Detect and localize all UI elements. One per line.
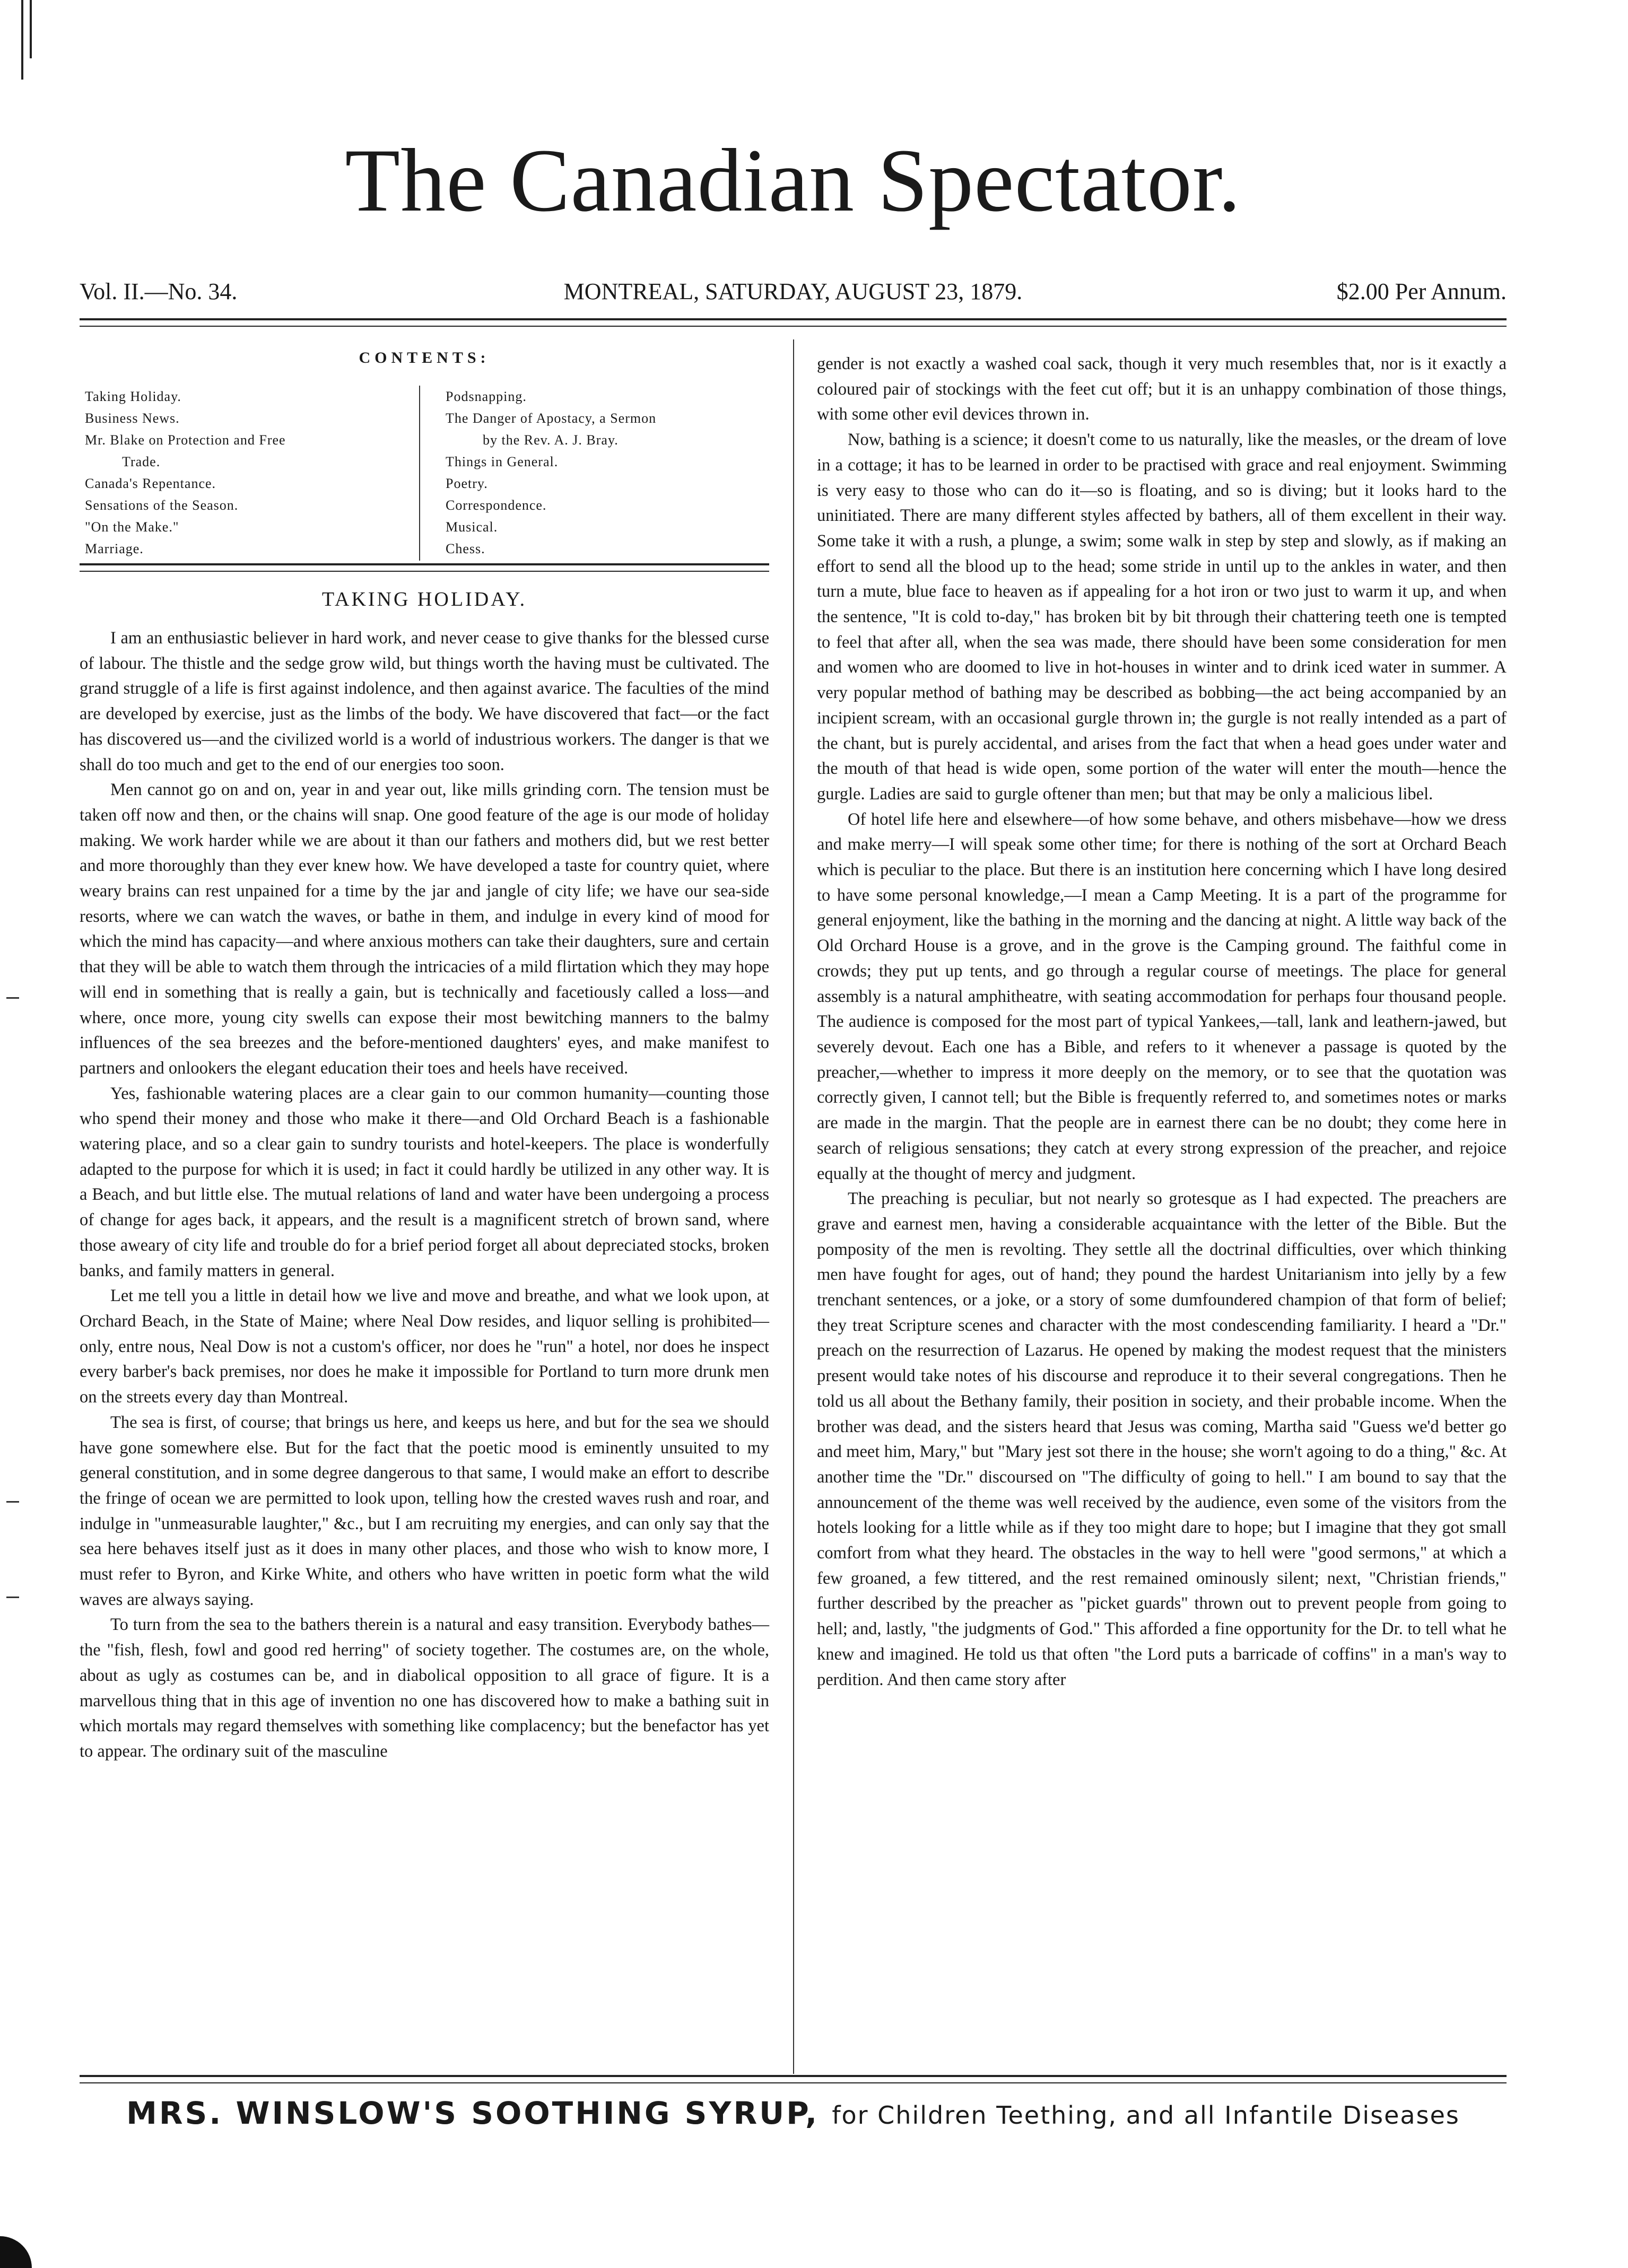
contents-list-right (446, 386, 774, 560)
contents-item: Marriage. (85, 541, 144, 556)
subscription-price: $2.00 Per Annum. (1336, 278, 1507, 304)
footer-rule (80, 2082, 1507, 2083)
contents-list-left (85, 386, 456, 560)
contents-item: The Danger of Apostacy, a Sermon (446, 411, 657, 426)
footer-rule (80, 2075, 1507, 2077)
advertisement-brand: MRS. WINSLOW'S SOOTHING SYRUP, (126, 2095, 820, 2131)
contents-item: Taking Holiday. (85, 389, 181, 404)
article-paragraph: The preaching is peculiar, but not nearly so grotesque as I had expected. The preachers are grave and earnest men, having a considerable acquaintance with the letter of the Bible. But the pomposity of the men is revolting. They settle all the doctrinal difficulties, over which thinking men have fought for ages, out of hand; they pound the hardest Unitarianism into jelly by a few trenchant sentences, or a joke, or a story of some dumfoundered champion of that form of belief; they treat Scripture scenes and character with the most condescending familiarity. I heard a "Dr." preach on the resurrection of Lazarus. He opened by making the modest request that the ministers present would take notes of his discourse and reproduce it to their several congregations. Then he told us all about the Bethany family, their position in society, and their probable income. When the brother was dead, and the sisters heard that Jesus was coming, Martha said "Guess we'd better go and meet him, Mary," but "Mary jest sot there in the house; she worn't agoing to do a thing," &c. At another time the "Dr." discoursed on "The difficulty of going to hell." I am bound to say that the announcement of the theme was well received by the audience, even some of the visitors from the hotels looking for a little while as if they too might dare to hope; but I imagine that they got small comfort from what they heard. The obstacles in the way to hell were "good sermons," at which a few groaned, a few tittered, and the rest remained ominously silent; next, "Christian friends," further described by the preacher as "picket guards" thrown out to prevent people from going to hell; and, lastly, "the judgments of God." This afforded a fine opportunity for the Dr. to tell what he knew and imagined. He told us that often "the Lord puts a barricade of coffins" in a man's way to perdition. And then came story after (817, 1189, 1507, 1689)
edge-tick (6, 997, 19, 999)
header-rule (80, 326, 1507, 327)
contents-item: Canada's Repentance. (85, 476, 216, 491)
contents-item: Correspondence. (446, 498, 547, 513)
contents-box (80, 339, 769, 566)
contents-item: "On the Make." (85, 519, 179, 535)
binding-mark (21, 0, 23, 80)
contents-item: Podsnapping. (446, 389, 527, 404)
binding-mark (30, 0, 32, 58)
contents-heading: CONTENTS: (359, 349, 490, 367)
contents-item: Sensations of the Season. (85, 498, 239, 513)
issue-date: MONTREAL, SATURDAY, AUGUST 23, 1879. (563, 278, 1023, 304)
contents-separator (419, 386, 420, 561)
dateline (80, 276, 1507, 308)
article-paragraph: Yes, fashionable watering places are a clear gain to our common humanity—counting those who spend their money and those who make it there—and Old Orchard Beach is a fashionable watering place, and so a clear gain to sundry tourists and hotel-keepers. The place is wonderfully adapted to the purpose for which it is used; in fact it could hardly be utilized in any other way. It is a Beach, and but little else. The mutual relations of land and water have been undergoing a process of change for ages back, it appears, and the result is a magnificent stretch of brown sand, where those aweary of city life and trouble do for a brief period forget all about depreciated stocks, broken banks, and family matters in general. (80, 1084, 769, 1280)
volume-number: Vol. II.—No. 34. (80, 278, 238, 304)
article-paragraph: To turn from the sea to the bathers therein is a natural and easy transition. Everybody bathes—the "fish, flesh, fowl and good red herring" of society together. The costumes are, on the whole, about as ugly as costumes can be, and in diabolical opposition to all grace of figure. It is a marvellous thing that in this age of invention no one has discovered how to make a bathing suit in which mortals may regard themselves with something like complacency; but the benefactor has yet to appear. The ordinary suit of the masculine (80, 1615, 769, 1761)
contents-item: Chess. (446, 541, 485, 556)
advertisement-tagline: for Children Teething, and all Infantile Diseases (832, 2101, 1460, 2130)
contents-columns (80, 386, 769, 566)
edge-tick (6, 1597, 19, 1598)
newspaper-page (80, 0, 1507, 2268)
article-paragraph: gender is not exactly a washed coal sack, though it very much resembles that, nor is it exactly a coloured pair of stockings with the feet cut off; but it is an unhappy combination of those things, with some other evil devices thrown in. (817, 354, 1507, 424)
article-paragraph: Of hotel life here and elsewhere—of how some behave, and others misbehave—how we dress and make merry—I will speak some other time; for there is nothing of the sort at Orchard Beach which is peculiar to the place. But there is an institution here concerning which I have long desired to have some personal knowledge,—I mean a Camp Meeting. It is a part of the programme for general enjoyment, like the bathing in the morning and the dancing at night. A little way back of the Old Orchard House is a grove, and in the grove is the Camping ground. The faithful come in crowds; they put up tents, and go through a regular course of meetings. The place for general assembly is a natural amphitheatre, with seating accommodation for perhaps four thousand people. The audience is composed for the most part of typical Yankees,—tall, lank and leathern-jawed, but severely devout. Each one has a Bible, and refers to it whenever a passage is quoted by the preacher,—whether to impress it more deeply on the memory, or to see that the quotation was correctly given, I cannot tell; but the Bible is frequently referred to, and sometimes notes or marks are made in the margin. That the people are in earnest there can be no doubt; they come here in search of religious sensations; they catch at every strong expression of the preacher, and rejoice equally at the thought of mercy and judgment. (817, 809, 1507, 1183)
contents-rule (80, 571, 769, 572)
contents-item: by the Rev. A. J. Bray. (483, 432, 619, 448)
article-column-right (817, 352, 1507, 1693)
contents-item: Things in General. (446, 454, 559, 469)
contents-item: Mr. Blake on Protection and Free (85, 432, 286, 448)
article-paragraph: Now, bathing is a science; it doesn't come to us naturally, like the measles, or the dream of love in a cottage; it has to be learned in order to be practised with grace and real enjoyment. Swimming is very easy to those who can do it—so is floating, and so is diving; but it looks hard to the uninitiated. There are many different styles affected by bathers, all of them excellent in their way. Some take it with a rush, a plunge, a swim; some walk in step by step and slowly, as if making an effort to send all the blood up to the head; some stride in until up to the ankles in water, and then turn a mute, blue face to heaven as if appealing for a hot iron or two just to warm it up, and when the sentence, "It is cold to-day," has broken bit by bit through their chattering teeth one is tempted to feel that after all, when the sea was made, there should have been some consideration for men and women who are doomed to live in hot-houses in winter and to drink iced water in summer. A very popular method of bathing may be described as bobbing—the act being accompanied by an incipient scream, with an occasional gurgle thrown in; the gurgle is not really intended as a part of the chant, but is purely accidental, and arises from the fact that when a head goes under water and the mouth of that head is wide open, some portion of the water will enter the mouth—hence the gurgle. Ladies are said to gurgle oftener than men; but that may be only a malicious libel. (817, 430, 1507, 804)
scan-corner-mark (0, 2236, 32, 2268)
masthead-title: The Canadian Spectator. (345, 130, 1241, 230)
article-paragraph: I am an enthusiastic believer in hard work, and never cease to give thanks for the blessed curse of labour. The thistle and the sedge grow wild, but things worth the having must be cultivated. The grand struggle of a life is first against indolence, and then against avarice. The faculties of the mind are developed by exercise, just as the limbs of the body. We have discovered that fact—or the fact has discovered us—and the civilized world is a world of industrious workers. The danger is that we shall do too much and get to the end of our energies too soon. (80, 629, 769, 774)
column-divider (793, 339, 794, 2074)
article-paragraph: Men cannot go on and on, year in and year out, like mills grinding corn. The tension must be taken off now and then, or the chains will snap. One good feature of the age is our mode of holiday making. We work harder while we are about it than our fathers and mothers did, but we rest better and more thoroughly than they ever knew how. We have developed a taste for country quiet, where weary brains can rest unpained for a time by the jar and jangle of city life; we have our sea-side resorts, where we can watch the waves, or bathe in them, and indulge in every kind of mood for which the mind has capacity—and where anxious mothers can take their daughters, sure and certain that they will be able to watch them through the intricacies of a mild flirtation which they may hope will end in something that is really a gain, but is technically and facetiously called a loss—and where, once more, young city swells can expose their most bewitching manners to the balmy influences of the sea breezes and the before-mentioned daughters' eyes, and make manifest to partners and onlookers the elegant education their toes and heels have received. (80, 780, 769, 1078)
advertisement-banner (80, 2095, 1507, 2131)
contents-item: Trade. (122, 454, 161, 469)
contents-item: Business News. (85, 411, 180, 426)
contents-rule (80, 563, 769, 565)
header-rule (80, 318, 1507, 320)
contents-item: Poetry. (446, 476, 488, 491)
article-column-left (80, 626, 769, 1765)
article-heading: TAKING HOLIDAY. (321, 588, 527, 610)
contents-item: Musical. (446, 519, 498, 535)
article-paragraph: Let me tell you a little in detail how we live and move and breathe, and what we look upon, at Orchard Beach, in the State of Maine; where Neal Dow resides, and liquor selling is prohibited—only, entre nous, Neal Dow is not a custom's officer, nor does he "run" a hotel, nor does he inspect every barber's back premises, nor does he make it impossible for Portland to turn more drunk men on the streets every day than Montreal. (80, 1286, 769, 1407)
edge-tick (6, 1501, 19, 1503)
article-paragraph: The sea is first, of course; that brings us here, and keeps us here, and but for the sea we should have gone somewhere else. But for the fact that the poetic mood is eminently unsuited to my general constitution, and in some degree dangerous to that same, I would make an effort to describe the fringe of ocean we are permitted to look upon, telling how the crested waves rush and roar, and indulge in "unmeasurable laughter," &c., but I am recruiting my energies, and can only say that the sea here behaves itself just as it does in many other places, and those who wish to know more, I must refer to Byron, and Kirke White, and others who have written in poetic form what the wild waves are always saying. (80, 1412, 769, 1609)
